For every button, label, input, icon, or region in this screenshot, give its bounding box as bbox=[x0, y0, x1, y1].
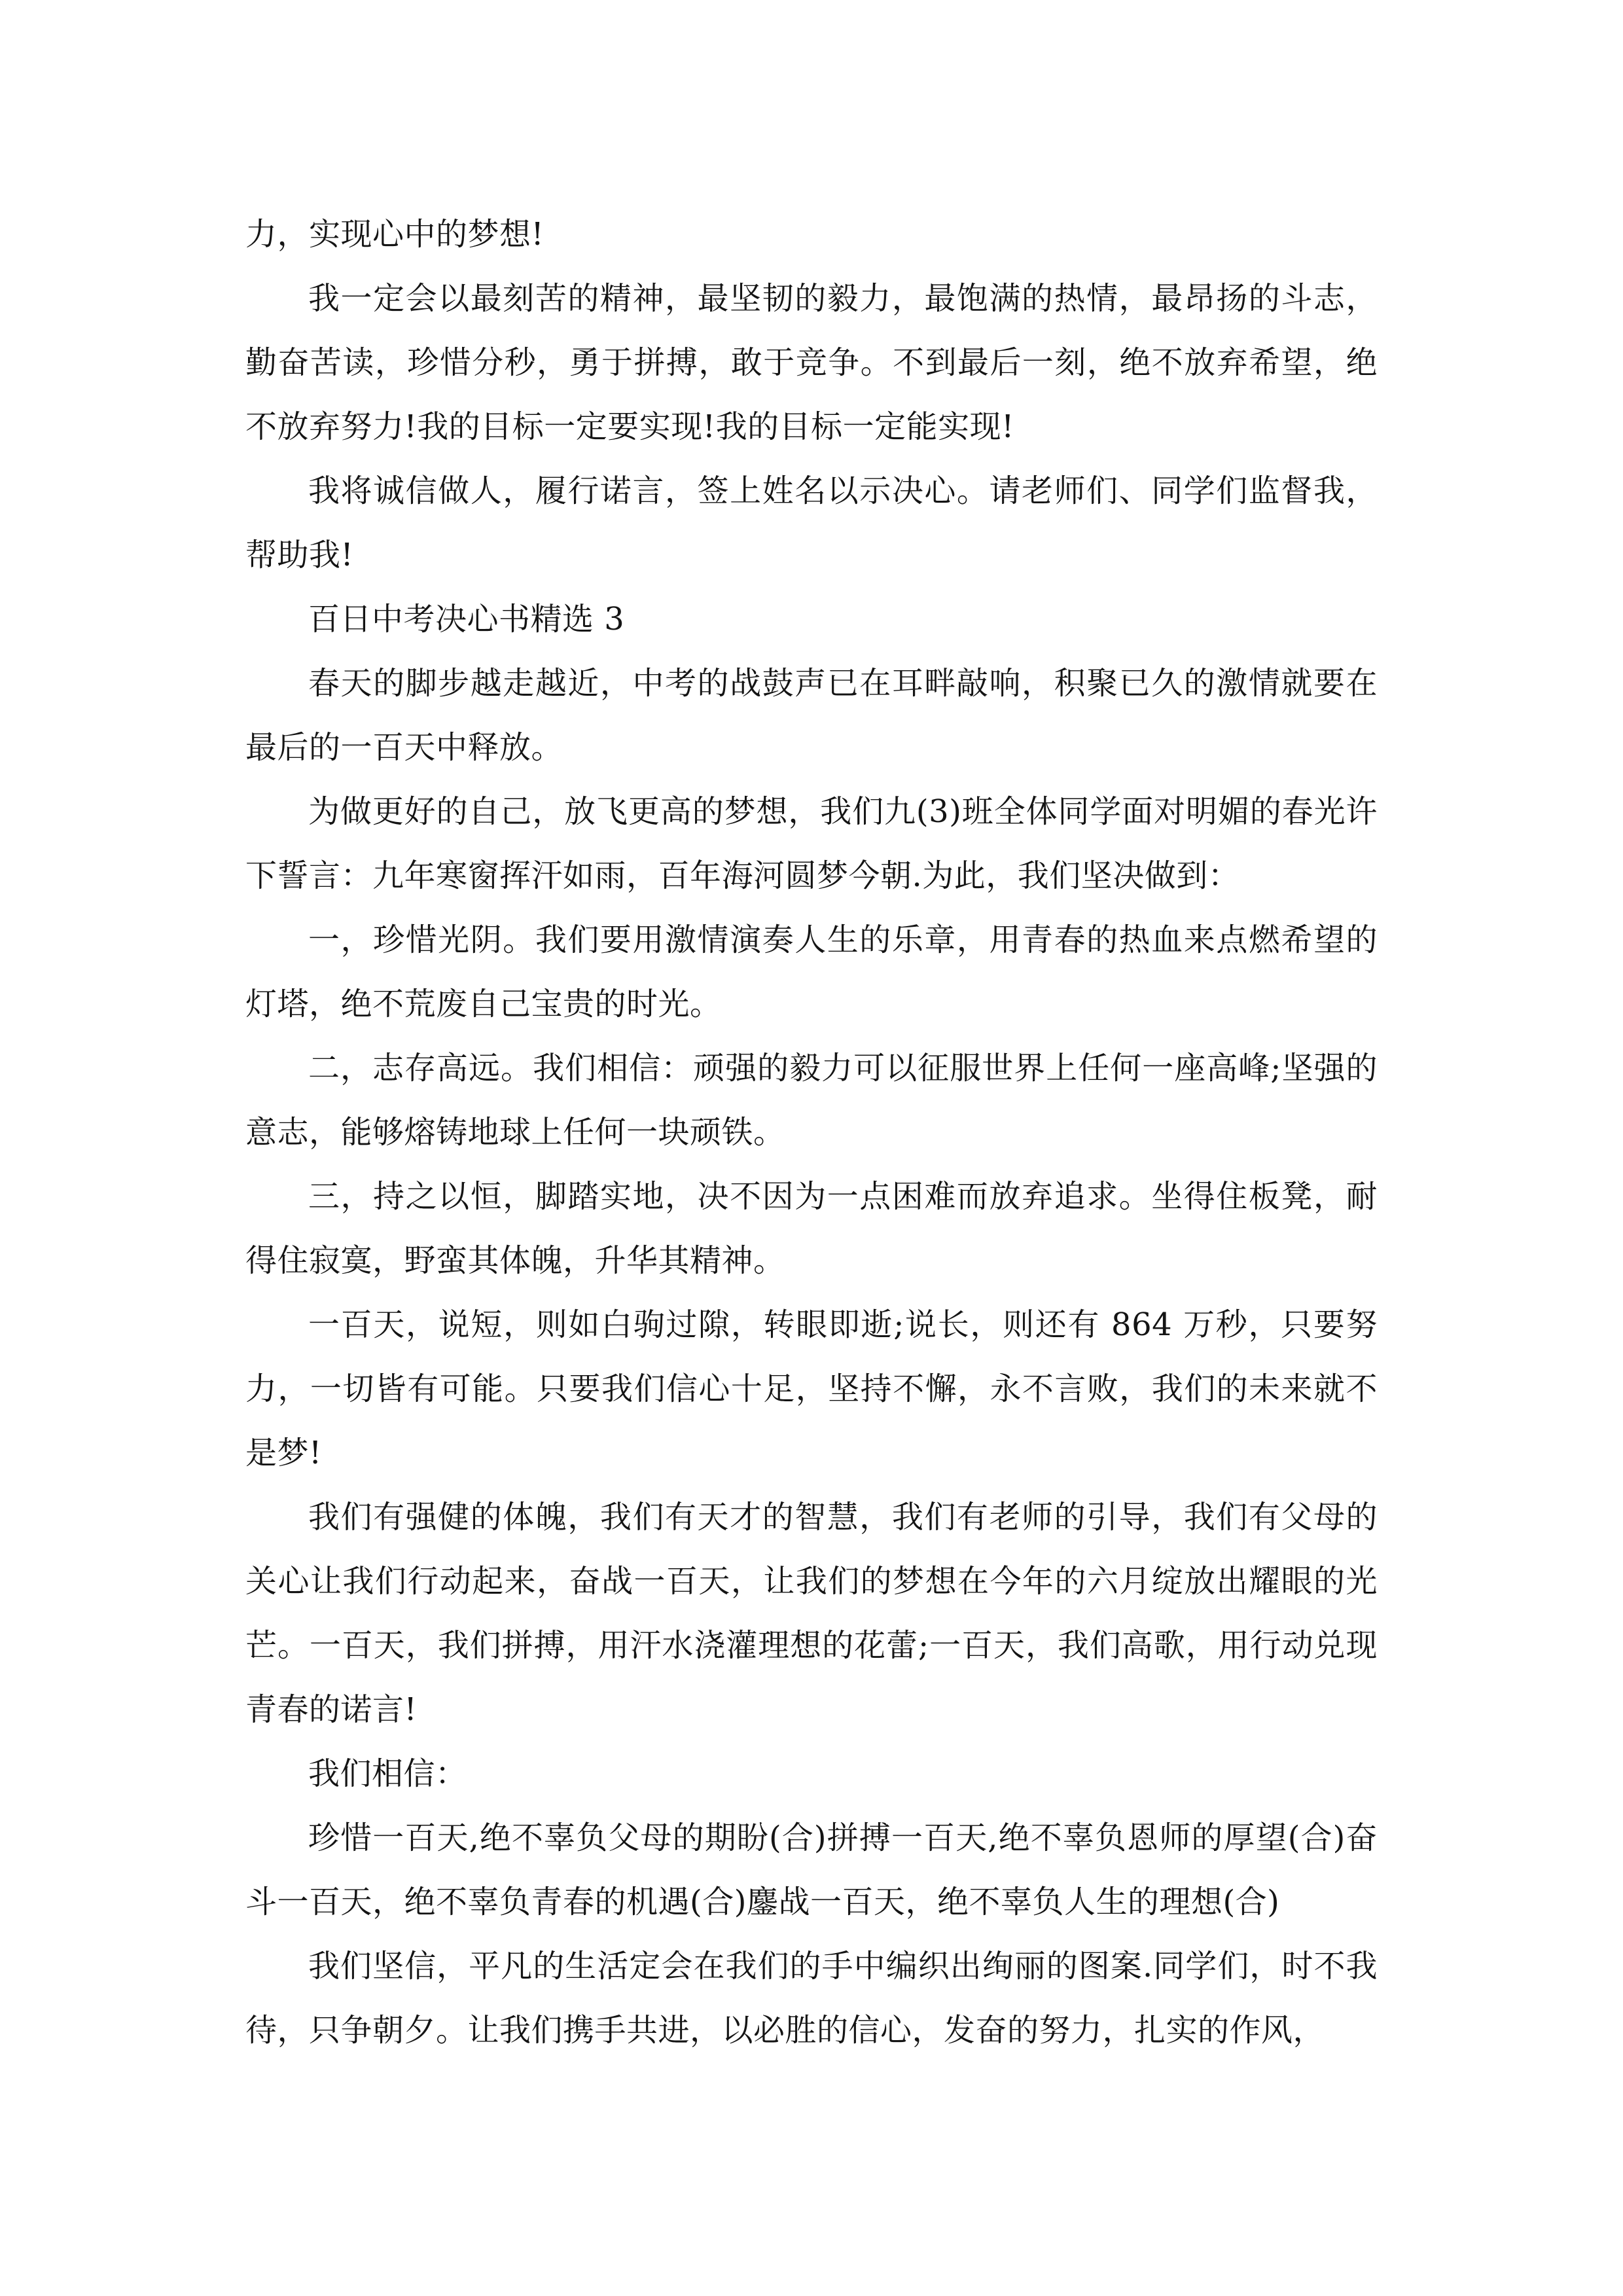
paragraph: 为做更好的自己，放飞更高的梦想，我们九(3)班全体同学面对明媚的春光许下誓言：九年寒窗挥汗如雨，百年海河圆梦今朝.为此，我们坚决做到： bbox=[245, 793, 1378, 894]
paragraph: 我们相信： bbox=[308, 1755, 467, 1792]
section-heading: 百日中考决心书精选 3 bbox=[308, 601, 625, 637]
paragraph: 春天的脚步越走越近，中考的战鼓声已在耳畔敲响，积聚已久的激情就要在最后的一百天中释放。 bbox=[245, 665, 1378, 766]
paragraph: 一，珍惜光阴。我们要用激情演奏人生的乐章，用青春的热血来点燃希望的灯塔，绝不荒废自己宝贵的时光。 bbox=[245, 922, 1378, 1022]
paragraph: 我将诚信做人，履行诺言，签上姓名以示决心。请老师们、同学们监督我，帮助我! bbox=[245, 473, 1378, 573]
paragraph: 我们有强健的体魄，我们有天才的智慧，我们有老师的引导，我们有父母的关心让我们行动起来，奋战一百天，让我们的梦想在今年的六月绽放出耀眼的光芒。一百天，我们拼搏，用汗水浇灌理想的花蕾;一百天，我们高歌，用行动兑现青春的诺言! bbox=[245, 1499, 1378, 1728]
paragraph: 我们坚信，平凡的生活定会在我们的手中编织出绚丽的图案.同学们，时不我待，只争朝夕。让我们携手共进，以必胜的信心，发奋的努力，扎实的作风， bbox=[245, 1948, 1378, 2049]
paragraph: 力，实现心中的梦想! bbox=[245, 216, 544, 253]
paragraph: 珍惜一百天,绝不辜负父母的期盼(合)拼搏一百天,绝不辜负恩师的厚望(合)奋斗一百天，绝不辜负青春的机遇(合)鏖战一百天，绝不辜负人生的理想(合) bbox=[245, 1820, 1378, 1920]
paragraph: 三，持之以恒，脚踏实地，决不因为一点困难而放弃追求。坐得住板凳，耐得住寂寞，野蛮其体魄，升华其精神。 bbox=[245, 1178, 1378, 1279]
paragraph: 二，志存高远。我们相信：顽强的毅力可以征服世界上任何一座高峰;坚强的意志，能够熔铸地球上任何一块顽铁。 bbox=[245, 1050, 1378, 1151]
paragraph: 一百天，说短，则如白驹过隙，转眼即逝;说长，则还有 864 万秒，只要努力，一切皆有可能。只要我们信心十足，坚持不懈，永不言败，我们的未来就不是梦! bbox=[245, 1306, 1378, 1471]
paragraph: 我一定会以最刻苦的精神，最坚韧的毅力，最饱满的热情，最昂扬的斗志，勤奋苦读，珍惜分秒，勇于拼搏，敢于竞争。不到最后一刻，绝不放弃希望，绝不放弃努力!我的目标一定要实现!我的目标一定能实现! bbox=[245, 280, 1378, 445]
document-body bbox=[245, 202, 1378, 2062]
